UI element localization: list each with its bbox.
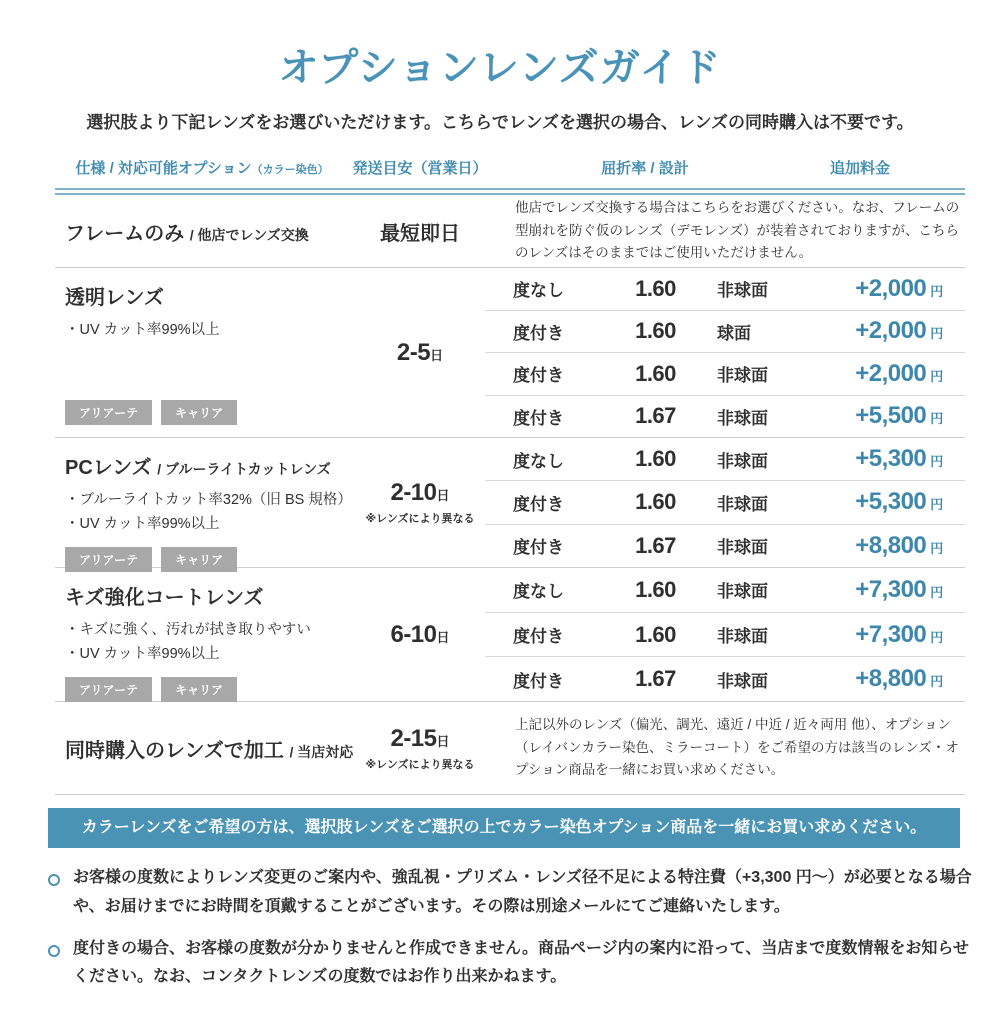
option-price: +5,300 円 bbox=[855, 445, 943, 473]
option-list bbox=[485, 268, 965, 437]
shipping-cell bbox=[355, 438, 485, 567]
table-row-pc-lens bbox=[55, 438, 965, 568]
option-power: 度付き bbox=[513, 627, 564, 646]
circle-bullet-icon bbox=[48, 874, 60, 886]
spec-bullets bbox=[65, 619, 355, 667]
badge-ariarte: アリアーテ bbox=[65, 400, 152, 425]
yen-suffix: 円 bbox=[930, 584, 943, 600]
spec-cell bbox=[55, 268, 355, 437]
option-design: 非球面 bbox=[717, 366, 768, 386]
page-subtitle: 選択肢より下記レンズをお選びいただけます。こちらでレンズを選択の場合、レンズの同時購入は不要です。 bbox=[86, 113, 914, 132]
row-title-suffix: / 当店対応 bbox=[289, 744, 354, 760]
row-title-suffix: / ブルーライトカットレンズ bbox=[157, 461, 331, 477]
option-index: 1.60 bbox=[635, 318, 676, 344]
option-price: +7,300 円 bbox=[855, 620, 943, 648]
table-row-scratch-coat-lens bbox=[55, 568, 965, 702]
option-price: +7,300 円 bbox=[855, 575, 943, 603]
footnote bbox=[48, 935, 978, 993]
option-price: +5,300 円 bbox=[855, 488, 943, 516]
tint-badges bbox=[65, 537, 355, 572]
tint-badges bbox=[65, 667, 355, 702]
tint-badges bbox=[65, 390, 355, 425]
option-row bbox=[485, 310, 965, 353]
shipping-days: 2-15日 bbox=[390, 724, 450, 752]
footnotes bbox=[48, 864, 978, 992]
option-design: 非球面 bbox=[717, 538, 768, 558]
option-power: 度付き bbox=[513, 366, 564, 386]
option-design: 非球面 bbox=[717, 671, 768, 691]
option-power: 度付き bbox=[513, 323, 564, 343]
column-header-refraction: 屈折率 / 設計 bbox=[601, 160, 689, 177]
yen-suffix: 円 bbox=[930, 411, 943, 427]
shipping-cell bbox=[355, 568, 485, 701]
option-list bbox=[485, 568, 965, 701]
option-price: +8,800 円 bbox=[855, 665, 943, 693]
option-price: +5,500 円 bbox=[855, 402, 943, 430]
lens-guide-table bbox=[55, 157, 972, 992]
circle-bullet-icon bbox=[48, 945, 60, 957]
option-power: 度付き bbox=[513, 408, 564, 428]
spec-bullets bbox=[65, 319, 355, 343]
footnote-text: お客様の度数によりレンズ変更のご案内や、強乱視・プリズム・レンズ径不足による特注費（+3,300 円〜）が必要となる場合や、お届けまでにお時間を頂戴することがございます。その際は別途メールにてご連絡いたします。 bbox=[73, 869, 972, 915]
spec-bullet: ・キズに強く、汚れが拭き取りやすい bbox=[65, 622, 311, 638]
option-power: 度なし bbox=[513, 451, 564, 471]
spec-bullets bbox=[65, 489, 355, 537]
option-price: +8,800 円 bbox=[855, 531, 943, 559]
option-design: 非球面 bbox=[717, 627, 768, 646]
option-design: 非球面 bbox=[717, 451, 768, 471]
table-column-headers bbox=[55, 157, 965, 181]
yen-suffix: 円 bbox=[930, 368, 943, 384]
option-index: 1.60 bbox=[635, 446, 676, 472]
option-row bbox=[485, 480, 965, 523]
option-list bbox=[485, 438, 965, 567]
option-index: 1.67 bbox=[635, 403, 676, 429]
yen-suffix: 円 bbox=[930, 283, 943, 299]
table-row-copurchase-lens bbox=[55, 702, 965, 795]
option-design: 非球面 bbox=[717, 408, 768, 428]
option-index: 1.60 bbox=[635, 576, 676, 602]
row-title: 透明レンズ bbox=[65, 287, 164, 309]
option-index: 1.60 bbox=[635, 360, 676, 386]
option-design: 非球面 bbox=[717, 582, 768, 602]
shipping-days: 6-10日 bbox=[390, 620, 450, 648]
shipping-cell bbox=[355, 195, 485, 267]
yen-suffix: 円 bbox=[930, 454, 943, 470]
option-design: 球面 bbox=[717, 323, 751, 343]
shipping-days: 2-5日 bbox=[396, 338, 444, 366]
option-row bbox=[485, 568, 965, 612]
badge-carrier: キャリア bbox=[161, 547, 237, 572]
spec-cell bbox=[55, 195, 355, 267]
option-price: +2,000 円 bbox=[855, 274, 943, 302]
option-row bbox=[485, 656, 965, 701]
option-design: 非球面 bbox=[717, 281, 768, 301]
option-row bbox=[485, 268, 965, 310]
spec-bullet: ・UV カット率99%以上 bbox=[65, 515, 220, 532]
shipping-days: 最短即日 bbox=[380, 222, 460, 245]
option-price: +2,000 円 bbox=[855, 359, 943, 387]
option-power: 度付き bbox=[513, 494, 564, 514]
row-title: フレームのみ / 他店でレンズ交換 bbox=[65, 223, 309, 245]
column-header-shipping: 発送目安（営業日） bbox=[352, 160, 488, 177]
option-row bbox=[485, 395, 965, 438]
option-row bbox=[485, 352, 965, 395]
option-index: 1.60 bbox=[635, 489, 676, 515]
page-title: オプションレンズガイド bbox=[278, 46, 722, 90]
spec-bullet: ・UV カット率99%以上 bbox=[65, 645, 220, 662]
column-header-price: 追加料金 bbox=[829, 160, 891, 177]
table-row-clear-lens bbox=[55, 268, 965, 438]
spec-cell bbox=[55, 438, 355, 567]
row-title-suffix: / 他店でレンズ交換 bbox=[189, 227, 309, 243]
option-power: 度なし bbox=[513, 582, 564, 602]
option-design: 非球面 bbox=[717, 494, 768, 514]
option-index: 1.60 bbox=[635, 621, 676, 647]
spec-cell bbox=[55, 568, 355, 701]
shipping-days: 2-10日 bbox=[390, 479, 450, 506]
badge-carrier: キャリア bbox=[161, 400, 237, 425]
yen-suffix: 円 bbox=[930, 326, 943, 342]
option-power: 度付き bbox=[513, 671, 564, 691]
yen-suffix: 円 bbox=[930, 540, 943, 556]
shipping-cell bbox=[355, 702, 485, 794]
shipping-cell bbox=[355, 268, 485, 437]
option-row bbox=[485, 438, 965, 480]
row-note: 上記以外のレンズ（偏光、調光、遠近 / 中近 / 近々両用 他）、オプション（レイバンカラー染色、ミラーコート）をご希望の方は該当のレンズ・オプション商品を一緒にお買い求めください。 bbox=[515, 716, 959, 778]
yen-suffix: 円 bbox=[930, 629, 943, 645]
option-power: 度なし bbox=[513, 281, 564, 301]
shipping-note: ※レンズにより異なる bbox=[365, 758, 475, 771]
badge-carrier: キャリア bbox=[161, 677, 237, 702]
yen-suffix: 円 bbox=[930, 497, 943, 513]
footnote-text: 度付きの場合、お客様の度数が分かりませんと作成できません。商品ページ内の案内に沿って、当店まで度数情報をお知らせください。なお、コンタクトレンズの度数ではお作り出来かねます。 bbox=[73, 939, 969, 986]
color-lens-banner: カラーレンズをご希望の方は、選択肢レンズをご選択の上でカラー染色オプション商品を一緒にお買い求めください。 bbox=[48, 808, 960, 848]
footnote bbox=[48, 864, 978, 922]
row-title: 同時購入のレンズで加工 / 当店対応 bbox=[65, 740, 354, 762]
option-index: 1.60 bbox=[635, 275, 676, 301]
table-row-frame-only bbox=[55, 195, 965, 268]
option-row bbox=[485, 524, 965, 567]
option-power: 度付き bbox=[513, 538, 564, 558]
badge-ariarte: アリアーテ bbox=[65, 547, 152, 572]
option-index: 1.67 bbox=[635, 666, 676, 692]
badge-ariarte: アリアーテ bbox=[65, 677, 152, 702]
option-index: 1.67 bbox=[635, 532, 676, 558]
row-title: PCレンズ / ブルーライトカットレンズ bbox=[65, 457, 331, 479]
spec-cell bbox=[55, 702, 355, 794]
row-note: 他店でレンズ交換する場合はこちらをお選びください。なお、フレームの型崩れを防ぐ仮のレンズ（デモレンズ）が装着されておりますが、こちらのレンズはそのままではご使用いただけません。 bbox=[515, 199, 960, 261]
spec-bullet: ・ブルーライトカット率32%（旧 BS 規格） bbox=[65, 492, 352, 508]
column-header-spec: 仕様 / 対応可能オプション（カラー染色） bbox=[75, 160, 329, 177]
header-divider bbox=[55, 188, 965, 195]
option-row bbox=[485, 612, 965, 657]
yen-suffix: 円 bbox=[930, 674, 943, 690]
option-price: +2,000 円 bbox=[855, 317, 943, 345]
spec-bullet: ・UV カット率99%以上 bbox=[65, 322, 220, 338]
row-title: キズ強化コートレンズ bbox=[65, 587, 264, 609]
shipping-note: ※レンズにより異なる bbox=[365, 513, 475, 525]
